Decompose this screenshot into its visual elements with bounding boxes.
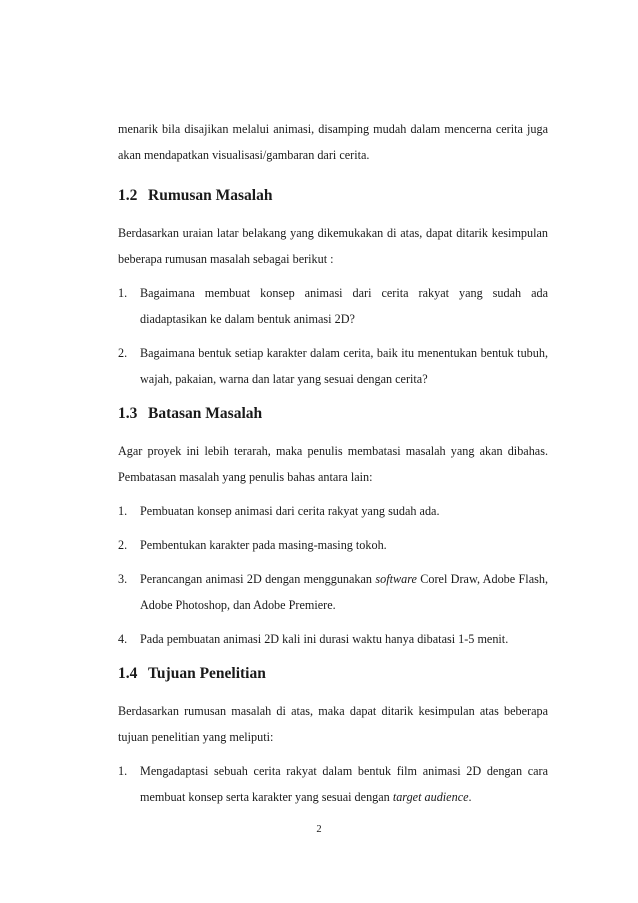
list-item-number: 1. (118, 504, 128, 518)
list-item (118, 758, 548, 810)
list-item-number: 2. (118, 538, 128, 552)
list-item-number: 3. (118, 572, 128, 586)
page-content (118, 116, 548, 810)
heading-batasan-masalah (118, 404, 548, 424)
heading-title: Rumusan Masalah (148, 187, 273, 204)
page-number: 2 (316, 824, 322, 835)
list-item (118, 280, 548, 332)
list-item (118, 498, 548, 524)
batasan-paragraph: Agar proyek ini lebih terarah, maka penulis membatasi masalah yang akan dibahas. Pembatasan masalah yang penulis bahas antara lain: (118, 444, 548, 484)
heading-number: 1.3 (118, 405, 138, 422)
heading-title: Tujuan Penelitian (148, 665, 266, 682)
list-item (118, 626, 548, 652)
list-item-number: 4. (118, 632, 128, 646)
list-item (118, 566, 548, 618)
list-item-text-part: Corel Draw, Adobe Flash, Adobe Photoshop, dan Adobe Premiere. (140, 572, 548, 612)
rumusan-paragraph: Berdasarkan uraian latar belakang yang dikemukakan di atas, dapat ditarik kesimpulan beberapa rumusan masalah sebagai berikut : (118, 226, 548, 266)
heading-tujuan-penelitian (118, 664, 548, 684)
list-item-text: Pembuatan konsep animasi dari cerita rakyat yang sudah ada. (140, 504, 440, 518)
heading-number: 1.4 (118, 665, 138, 682)
list-item-number: 2. (118, 346, 128, 360)
list-item-text: Bagaimana bentuk setiap karakter dalam cerita, baik itu menentukan bentuk tubuh, wajah, pakaian, warna dan latar yang sesuai dengan cerita? (140, 346, 548, 386)
list-item (118, 532, 548, 558)
list-item-text-part: . (468, 790, 472, 804)
intro-paragraph: menarik bila disajikan melalui animasi, disamping mudah dalam mencerna cerita juga akan mendapatkan visualisasi/gambaran dari cerita. (118, 122, 548, 162)
list-item-number: 1. (118, 764, 128, 778)
list-item-text-part: Mengadaptasi sebuah cerita rakyat dalam bentuk film animasi 2D dengan cara membuat konsep serta karakter yang sesuai dengan (140, 764, 548, 804)
heading-number: 1.2 (118, 187, 138, 204)
list-item-text-part: Perancangan animasi 2D dengan menggunakan (140, 572, 376, 586)
heading-title: Batasan Masalah (148, 405, 263, 422)
tujuan-paragraph: Berdasarkan rumusan masalah di atas, maka dapat ditarik kesimpulan atas beberapa tujuan penelitian yang meliputi: (118, 704, 548, 744)
list-item-text (140, 758, 548, 810)
list-item-text: Bagaimana membuat konsep animasi dari cerita rakyat yang sudah ada diadaptasikan ke dalam bentuk animasi 2D? (140, 286, 548, 326)
list-item-text: Pada pembuatan animasi 2D kali ini durasi waktu hanya dibatasi 1-5 menit. (140, 632, 509, 646)
list-item (118, 340, 548, 392)
italic-term: software (375, 572, 417, 586)
heading-rumusan-masalah (118, 186, 548, 206)
italic-term: target audience (392, 790, 469, 804)
list-item-number: 1. (118, 286, 128, 300)
list-item-text (140, 566, 548, 618)
list-item-text: Pembentukan karakter pada masing-masing tokoh. (140, 538, 387, 552)
